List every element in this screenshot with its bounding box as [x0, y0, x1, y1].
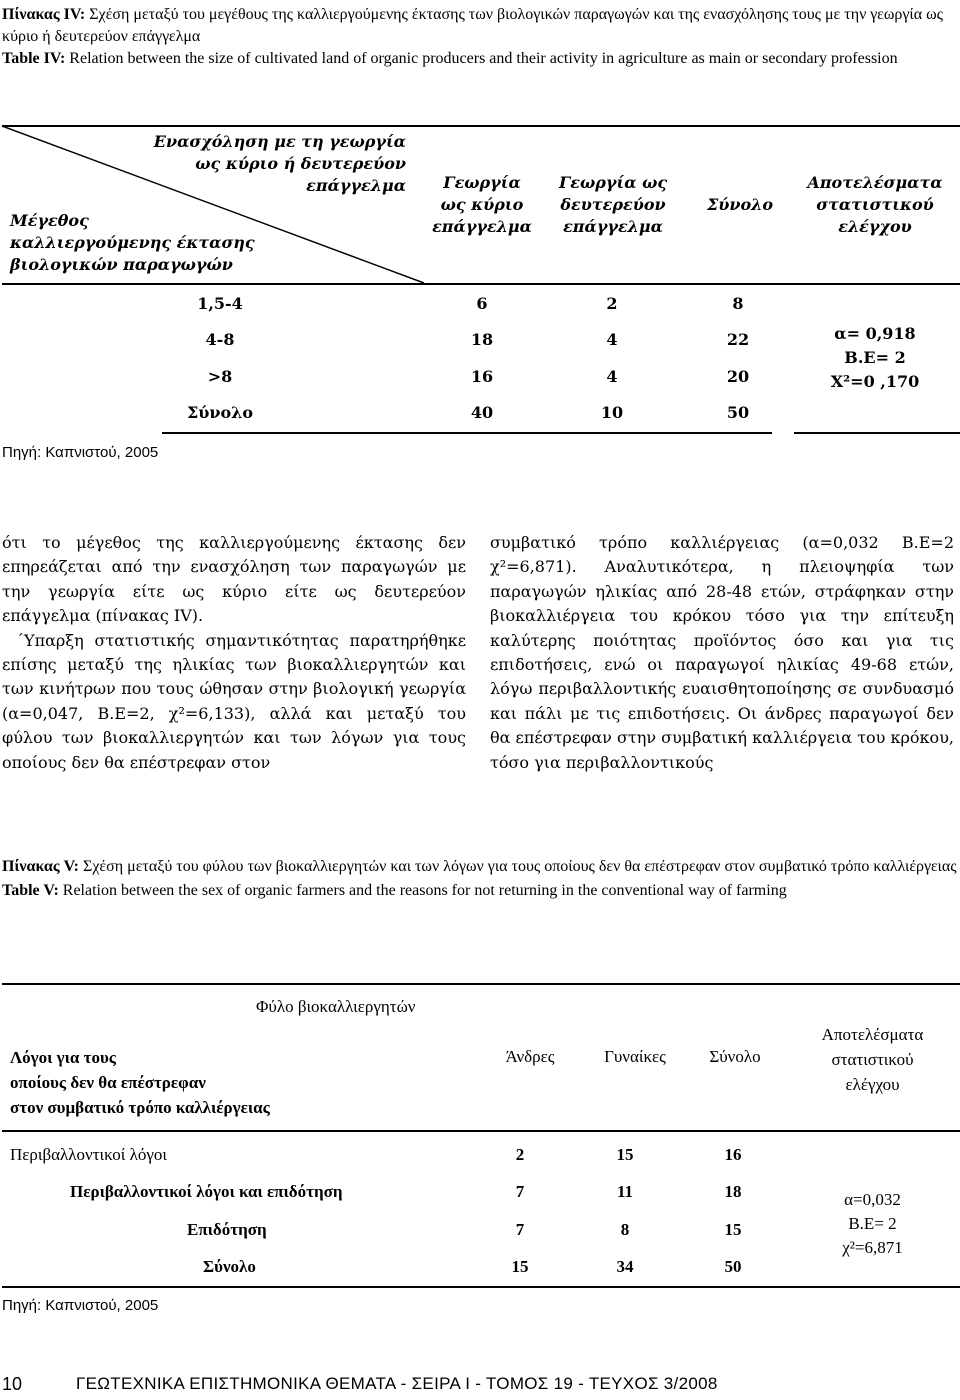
- table4-row-total: 20: [726, 367, 750, 386]
- table5-bottom-rule: [2, 1286, 960, 1288]
- table4-row-secondary: 4: [606, 367, 618, 386]
- table5-row-men: 15: [511, 1257, 529, 1276]
- table5-row-women: 11: [616, 1182, 634, 1201]
- table5-caption-en-text: Relation between the sex of organic farmers and the reasons for not returning in the conventional way of farming: [62, 882, 787, 899]
- table5-row-total: 18: [724, 1182, 742, 1201]
- body-paragraph: ΄Υπαρξη στατιστικής σημαντικότητας παρατηρήθηκε επίσης μεταξύ της ηλικίας των βιοκαλλιεργητών και των κινήτρων που τους ώθησαν στην βιολογική γεωργία (α=0,047, Β.Ε=2, χ²=6,133), αλλά και μεταξύ του φύλου των βιοκαλλιεργητών και των λόγων για τους οποίους δεν θα επέστρεφαν στον: [2, 630, 466, 772]
- table5-caption-gr-text: Σχέση μεταξύ του φύλου των βιοκαλλιεργητών και των λόγων για τους οποίους δεν θα επέστρεφαν στον συμβατικό τρόπο καλλιέργειας: [83, 858, 957, 875]
- table5-row-header: Λόγοι για τους οποίους δεν θα επέστρεφαν στον συμβατικό τρόπο καλλιέργειας: [10, 1048, 270, 1117]
- table5-row-women: 34: [616, 1257, 634, 1276]
- table4-row-size: Σύνολο: [186, 403, 254, 422]
- table5-row-reason: Επιδότηση: [187, 1220, 267, 1239]
- table5-row-total: 50: [724, 1257, 742, 1276]
- table5-row-reason: Περιβαλλοντικοί λόγοι και επιδότηση: [70, 1182, 343, 1201]
- table5-row-women: 15: [616, 1145, 634, 1164]
- table4-row-total: 22: [726, 330, 750, 349]
- table5-caption-en-label: Table V:: [2, 882, 59, 899]
- table4-caption-gr-label: Πίνακας IV:: [2, 6, 86, 23]
- table5-row-reason: Σύνολο: [203, 1257, 256, 1276]
- body-paragraph: συμβατικό τρόπο καλλιέργειας (α=0,032 Β.Ε=2 χ²=6,871). Αναλυτικότερα, η πλειοψηφία των παραγωγών ηλικίας από 28-48 ετών, στράφηκαν στην βιοκαλλιέργεια του κρόκου τόσο για την επίτευξη καλύτερης ποιότητας προϊόντος όσο και για τις επιδοτήσεις, ενώ οι παραγωγοί ηλικίας 49-68 ετών, λόγω περιβαλλοντικής ευαισθητοποίησης σε συνδυασμό και πάλι με τις επιδοτήσεις. Οι άνδρες παραγωγοί δεν θα επέστρεφαν στην συμβατική καλλιέργεια του κρόκου, τόσο για περιβαλλοντικούς: [490, 533, 954, 772]
- body-right-column: [490, 531, 954, 775]
- table4-caption: [2, 4, 957, 70]
- table4-row-main: 16: [470, 367, 494, 386]
- table4-row-main: 18: [470, 330, 494, 349]
- table4-row-main: 6: [476, 294, 488, 313]
- table4-col-stats-header: Αποτελέσματα στατιστικού ελέγχου: [807, 173, 943, 236]
- table5-col-men-header: Άνδρες: [505, 1047, 555, 1066]
- table5-row-men: 7: [515, 1182, 525, 1201]
- journal-footer: ΓΕΩΤΕΧΝΙΚΑ ΕΠΙΣΤΗΜΟΝΙΚΑ ΘΕΜΑΤΑ - ΣΕΙΡΑ Ι - ΤΟΜΟΣ 19 - ΤΕΥΧΟΣ 3/2008: [76, 1374, 718, 1393]
- table5-top-rule: [2, 983, 960, 985]
- table4-caption-gr-text: Σχέση μεταξύ του μεγέθους της καλλιεργούμενης έκτασης των βιολογικών παραγωγών και της ενασχόλησης τους με την γεωργία ως κύριο ή δευτερεύον επάγγελμα: [2, 6, 943, 45]
- table4-diag-top-header: Ενασχόληση με τη γεωργία ως κύριο ή δευτερεύον επάγγελμα: [153, 132, 406, 195]
- table4-source: Πηγή: Καπνιστού, 2005: [2, 444, 159, 461]
- table4-row-size: 4-8: [205, 330, 235, 349]
- table5-row-men: 2: [515, 1145, 525, 1164]
- table4-row-size: >8: [207, 367, 233, 386]
- table5-row-total: 16: [724, 1145, 742, 1164]
- table4-bottom-rule-right: [794, 432, 960, 434]
- table5-caption: [2, 855, 957, 903]
- table4-caption-en-label: Table IV:: [2, 50, 66, 67]
- table4-row-secondary: 2: [606, 294, 618, 313]
- table4-row-main: 40: [470, 403, 494, 422]
- table5-row-reason: Περιβαλλοντικοί λόγοι: [10, 1145, 167, 1164]
- table4-col-main-header: Γεωργία ως κύριο επάγγελμα: [432, 173, 532, 236]
- table5-row-women: 8: [620, 1220, 630, 1239]
- table4-row-size: 1,5-4: [197, 294, 243, 313]
- table5-row-men: 7: [515, 1220, 525, 1239]
- table4-row-secondary: 10: [600, 403, 624, 422]
- table5-header-rule: [2, 1130, 960, 1132]
- table4-caption-en-text: Relation between the size of cultivated land of organic producers and their activity in agriculture as main or secondary profession: [69, 50, 898, 67]
- table5-group-header: Φύλο βιοκαλλιεργητών: [256, 997, 416, 1016]
- table5-col-women-header: Γυναίκες: [604, 1047, 666, 1066]
- body-paragraph: ότι το μέγεθος της καλλιεργούμενης έκτασης δεν επηρεάζεται από την ενασχόληση των παραγωγών με την γεωργία είτε ως κύριο είτε ως δευτερεύον επάγγελμα (πίνακας IV).: [2, 533, 466, 626]
- table4-diag-bottom-header: Μέγεθος καλλιεργούμενης έκτασης βιολογικών παραγωγών: [10, 211, 255, 274]
- table4-col-secondary-header: Γεωργία ως δευτερεύον επάγγελμα: [558, 173, 668, 236]
- table4-bottom-rule-left: [162, 432, 772, 434]
- body-left-column: [2, 531, 466, 775]
- table5-col-total-header: Σύνολο: [709, 1047, 761, 1066]
- table5-source: Πηγή: Καπνιστού, 2005: [2, 1297, 159, 1314]
- page-number: 10: [2, 1374, 23, 1394]
- table5-col-stats-header: Αποτελέσματα στατιστικού ελέγχου: [821, 1025, 924, 1094]
- table4-row-total: 8: [732, 294, 744, 313]
- table5-row-total: 15: [724, 1220, 742, 1239]
- table4-row-total: 50: [726, 403, 750, 422]
- table5-caption-gr-label: Πίνακας V:: [2, 858, 79, 875]
- table4-stats: α= 0,918 Β.Ε= 2 Χ²=0 ,170: [830, 324, 920, 391]
- table4-row-secondary: 4: [606, 330, 618, 349]
- table5-stats: α=0,032 Β.Ε= 2 χ²=6,871: [842, 1190, 903, 1257]
- table4-col-total-header: Σύνολο: [706, 195, 774, 214]
